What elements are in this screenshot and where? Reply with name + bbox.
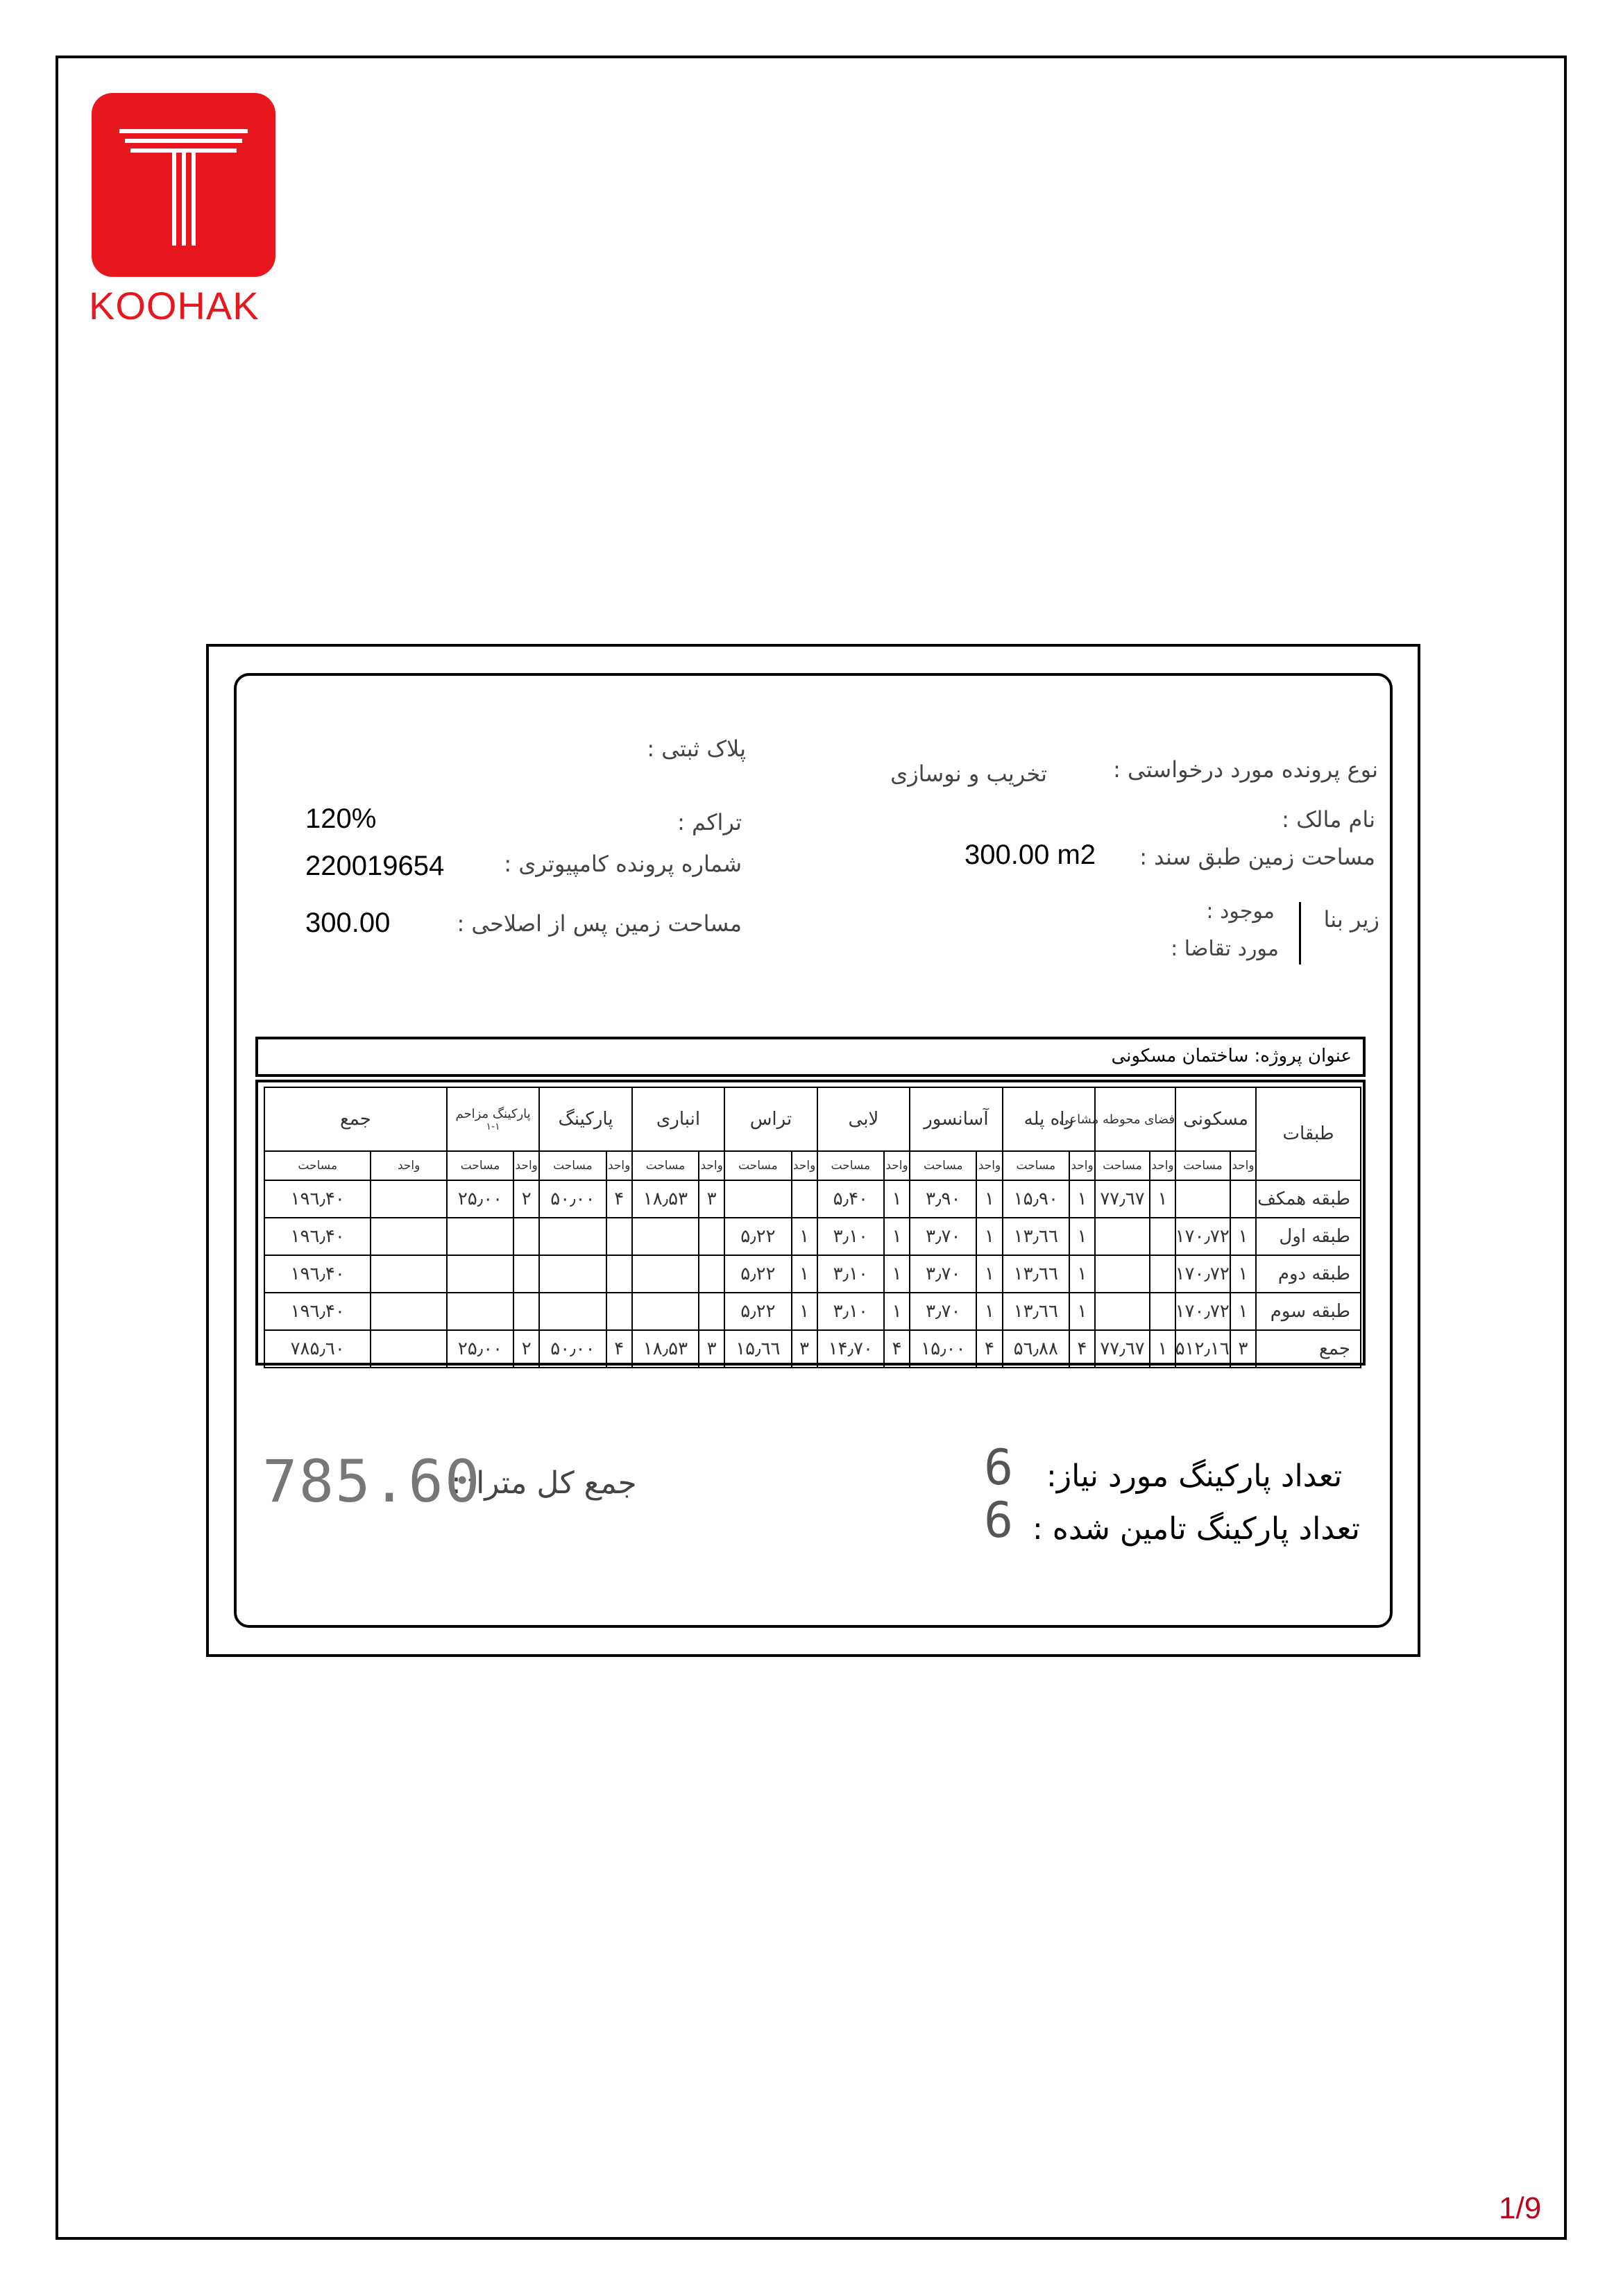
area-cell: ۲۵٫۰۰ [447,1180,513,1218]
group-header: لابی [817,1087,910,1151]
page-number: 1/9 [1499,2191,1542,2225]
floors-header: طبقات [1256,1087,1361,1180]
area-cell: ۱۵٫۹۰ [1003,1180,1069,1218]
area-cell: ۷۷٫٦۷ [1095,1330,1150,1368]
brand-name: KOOHAK [89,284,260,328]
unit-cell [606,1293,632,1330]
unit-cell: ۱ [1150,1330,1175,1368]
land-area-after-value: 300.00 [305,908,391,938]
area-cell [632,1218,699,1255]
area-cell: ۵۰٫۰۰ [539,1180,606,1218]
table-row [264,1330,1361,1368]
area-cell [539,1293,606,1330]
unit-cell [606,1255,632,1293]
density-value: 120% [305,803,377,834]
area-subheader: مساحت [724,1151,791,1180]
area-cell: ۱۷۰٫۷۲ [1175,1293,1230,1330]
unit-subheader: واحد [792,1151,817,1180]
area-cell: ۳٫۷۰ [910,1293,976,1330]
area-cell: ۲۵٫۰۰ [447,1330,513,1368]
unit-cell: ۳ [792,1330,817,1368]
area-cell: ۷۸۵٫٦۰ [264,1330,371,1368]
unit-cell [699,1218,724,1255]
unit-cell: ۴ [1069,1330,1095,1368]
group-header: آسانسور [910,1087,1002,1151]
unit-cell: ۲ [513,1330,539,1368]
group-header: تراس [724,1087,817,1151]
unit-subheader: واحد [371,1151,446,1180]
area-cell: ۵۱۲٫۱٦ [1175,1330,1230,1368]
group-header: پارکینگ [539,1087,631,1151]
area-cell [539,1255,606,1293]
area-cell: ۵٫۴۰ [817,1180,884,1218]
table-row [264,1218,1361,1255]
unit-cell: ۲ [513,1180,539,1218]
project-title-box [255,1037,1366,1077]
area-cell [447,1218,513,1255]
table-row [264,1293,1361,1330]
unit-cell: ۱ [792,1218,817,1255]
unit-subheader: واحد [976,1151,1002,1180]
unit-cell: ۱ [792,1293,817,1330]
unit-cell: ۱ [1150,1180,1175,1218]
area-cell: ۳٫۷۰ [910,1255,976,1293]
area-cell: ۱۷۰٫۷۲ [1175,1218,1230,1255]
total-meterage-value: 785.60 [262,1447,482,1515]
area-cell: ۳٫۱۰ [817,1255,884,1293]
area-cell: ۵٫۲۲ [724,1293,791,1330]
file-type-label: نوع پرونده مورد درخواستی : [1113,756,1378,783]
area-cell: ۱۴٫۷۰ [817,1330,884,1368]
plaque-label: پلاک ثبتی : [647,735,746,762]
area-subheader: مساحت [447,1151,513,1180]
group-header: فضای محوطه مشاعی [1095,1087,1175,1151]
unit-cell: ۳ [1230,1330,1256,1368]
project-title: عنوان پروژه: ساختمان مسکونی [1111,1046,1352,1066]
unit-cell: ۱ [976,1218,1002,1255]
area-cell [539,1218,606,1255]
unit-cell: ۱ [884,1218,910,1255]
unit-cell: ۱ [884,1180,910,1218]
area-cell: ۱۳٫٦٦ [1003,1255,1069,1293]
group-header: جمع [264,1087,447,1151]
table-row [264,1255,1361,1293]
unit-cell [371,1255,446,1293]
parking-provided-label: تعداد پارکینگ تامین شده : [1033,1511,1360,1547]
zirbana-separator [1299,902,1301,964]
unit-cell [1150,1293,1175,1330]
area-cell: ۱۵٫۰۰ [910,1330,976,1368]
area-cell: ۱۹٦٫۴۰ [264,1255,371,1293]
area-cell: ۱۹٦٫۴۰ [264,1293,371,1330]
floor-name: طبقه دوم [1256,1255,1361,1293]
floor-name: جمع [1256,1330,1361,1368]
area-subheader: مساحت [1175,1151,1230,1180]
area-subheader: مساحت [817,1151,884,1180]
unit-cell [1150,1218,1175,1255]
area-cell: ۱۳٫٦٦ [1003,1293,1069,1330]
area-cell [1095,1293,1150,1330]
parking-provided-value: 6 [984,1492,1014,1549]
unit-subheader: واحد [1230,1151,1256,1180]
area-subheader: مساحت [264,1151,371,1180]
area-cell [724,1180,791,1218]
area-cell [447,1255,513,1293]
group-header-parking-mozahem [447,1087,539,1151]
floor-name: طبقه سوم [1256,1293,1361,1330]
unit-cell: ۱ [1069,1293,1095,1330]
unit-cell: ۱ [1069,1218,1095,1255]
requested-label: مورد تقاضا : [1171,937,1279,961]
unit-subheader: واحد [1150,1151,1175,1180]
group-header-sub: ۱-۱ [486,1121,500,1132]
area-cell: ۱۹٦٫۴۰ [264,1218,371,1255]
unit-cell: ۱ [976,1255,1002,1293]
parking-required-label: تعداد پارکینگ مورد نیاز: [1046,1459,1343,1494]
unit-cell [1230,1180,1256,1218]
unit-cell [513,1255,539,1293]
group-header: انباری [632,1087,724,1151]
area-cell [447,1293,513,1330]
unit-cell [371,1330,446,1368]
unit-cell [513,1293,539,1330]
unit-cell: ۴ [606,1180,632,1218]
area-subheader: مساحت [1095,1151,1150,1180]
unit-cell [792,1180,817,1218]
area-cell: ۱۸٫۵۳ [632,1330,699,1368]
floor-name: طبقه همکف [1256,1180,1361,1218]
land-area-after-label: مساحت زمین پس از اصلاحی : [457,910,742,937]
group-header: مسکونی [1175,1087,1256,1151]
unit-cell: ۳ [699,1330,724,1368]
unit-cell [699,1255,724,1293]
unit-subheader: واحد [1069,1151,1095,1180]
unit-subheader: واحد [884,1151,910,1180]
area-cell: ۱۵٫٦٦ [724,1330,791,1368]
unit-cell: ۱ [976,1180,1002,1218]
unit-cell: ۳ [699,1180,724,1218]
area-cell: ۳٫۹۰ [910,1180,976,1218]
unit-cell: ۱ [976,1293,1002,1330]
area-subheader: مساحت [910,1151,976,1180]
unit-cell [606,1218,632,1255]
unit-cell: ۱ [1230,1255,1256,1293]
unit-cell: ۱ [1069,1180,1095,1218]
koohak-logo-icon [92,93,275,277]
land-area-deed-value: 300.00 m2 [965,840,1096,870]
area-subheader: مساحت [1003,1151,1069,1180]
unit-subheader: واحد [513,1151,539,1180]
density-label: تراکم : [677,809,742,835]
area-cell: ۵۰٫۰۰ [539,1330,606,1368]
unit-subheader: واحد [699,1151,724,1180]
area-subheader: مساحت [632,1151,699,1180]
unit-cell [699,1293,724,1330]
unit-cell: ۴ [884,1330,910,1368]
unit-cell [371,1218,446,1255]
area-cell: ۳٫۷۰ [910,1218,976,1255]
file-number-label: شماره پرونده کامپیوتری : [504,851,742,877]
area-cell: ۵٫۲۲ [724,1255,791,1293]
area-cell: ۵٫۲۲ [724,1218,791,1255]
area-cell [1095,1255,1150,1293]
file-number-value: 220019654 [305,851,445,881]
area-cell: ۷۷٫٦۷ [1095,1180,1150,1218]
total-meterage-label: جمع کل متراژ: [451,1465,637,1501]
unit-cell [513,1218,539,1255]
area-cell: ۱۳٫٦٦ [1003,1218,1069,1255]
land-area-deed-label: مساحت زمین طبق سند : [1139,844,1375,870]
file-type-value: تخریب و نوسازی [890,760,1047,787]
parking-required-value: 6 [984,1439,1014,1496]
area-table [264,1087,1361,1368]
table-row [264,1180,1361,1218]
zirbana-label: زیر بنا [1323,906,1379,933]
unit-cell: ۱ [1069,1255,1095,1293]
unit-cell: ۴ [606,1330,632,1368]
unit-cell [371,1180,446,1218]
area-cell: ۵٦٫۸۸ [1003,1330,1069,1368]
area-cell [632,1293,699,1330]
existing-label: موجود : [1206,899,1275,924]
unit-cell: ۱ [792,1255,817,1293]
area-cell [632,1255,699,1293]
area-cell [1175,1180,1230,1218]
unit-cell [371,1293,446,1330]
area-subheader: مساحت [539,1151,606,1180]
area-cell: ۱۹٦٫۴۰ [264,1180,371,1218]
owner-label: نام مالک : [1282,806,1375,833]
unit-cell [1150,1255,1175,1293]
area-cell: ۱۷۰٫۷۲ [1175,1255,1230,1293]
group-header: پارکینگ مزاحم [455,1106,531,1121]
unit-cell: ۱ [1230,1293,1256,1330]
unit-cell: ۱ [884,1293,910,1330]
unit-cell: ۱ [1230,1218,1256,1255]
area-cell: ۳٫۱۰ [817,1293,884,1330]
area-cell [1095,1218,1150,1255]
group-header: راه پله [1003,1087,1095,1151]
floor-name: طبقه اول [1256,1218,1361,1255]
area-table-frame [255,1080,1366,1366]
area-cell: ۱۸٫۵۳ [632,1180,699,1218]
logo-t-icon [92,93,275,277]
unit-cell: ۴ [976,1330,1002,1368]
unit-cell: ۱ [884,1255,910,1293]
unit-subheader: واحد [606,1151,632,1180]
area-cell: ۳٫۱۰ [817,1218,884,1255]
